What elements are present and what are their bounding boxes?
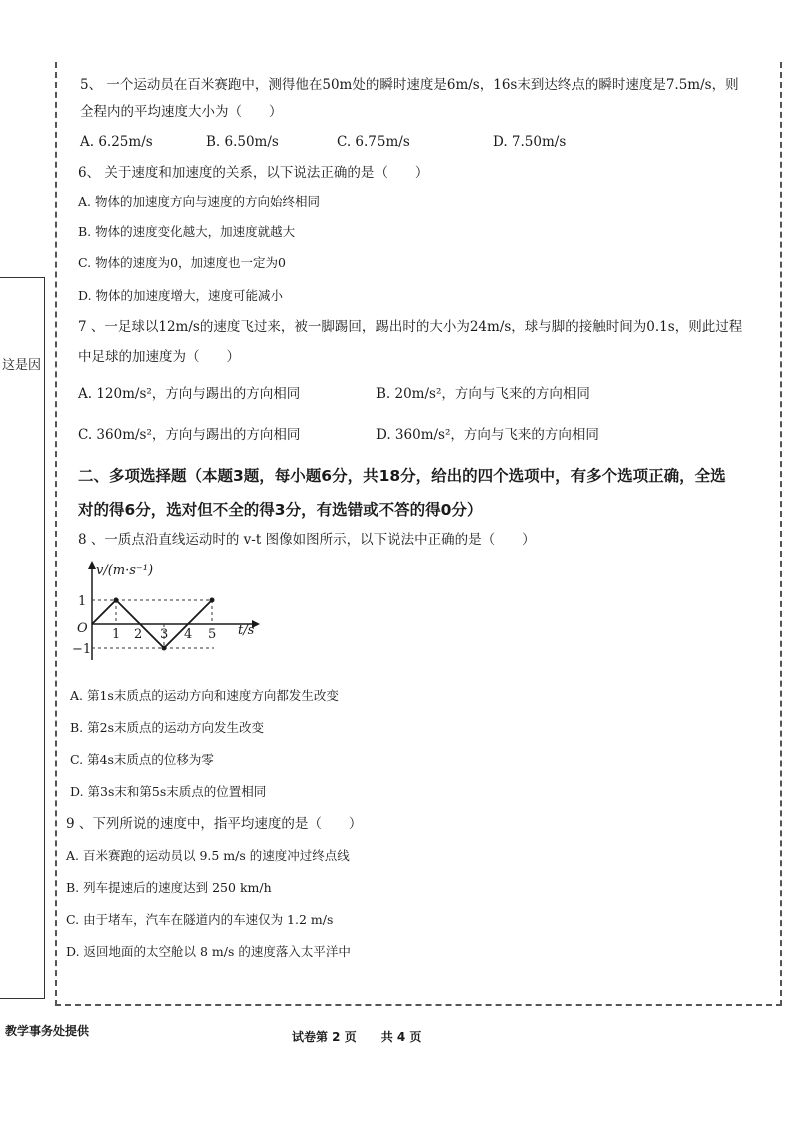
q8-stem: 8 、一质点沿直线运动时的 v-t 图像如图所示，以下说法中正确的是（ ）: [78, 532, 536, 548]
x-tick-5: 5: [208, 627, 217, 642]
q6-option-d: D. 物体的加速度增大，速度可能减小: [78, 288, 284, 303]
q8-option-a: A. 第1s末质点的运动方向和速度方向都发生改变: [70, 688, 339, 703]
q5-option-a: A. 6.25m/s: [80, 134, 153, 150]
vt-point-t1: [114, 598, 119, 603]
vt-point-t5: [210, 598, 215, 603]
x-tick-4: 4: [184, 627, 193, 642]
y-axis-arrow: [88, 561, 96, 569]
y-tick-1: 1: [78, 594, 87, 609]
y-axis-label: v/(m·s⁻¹): [96, 563, 154, 578]
q7-option-a: A. 120m/s²，方向与踢出的方向相同: [78, 386, 301, 402]
q5-option-d: D. 7.50m/s: [493, 134, 567, 150]
origin-label: O: [77, 621, 88, 636]
x-tick-1: 1: [112, 627, 121, 642]
q7-stem-line1: 7 、一足球以12m/s的速度飞过来，被一脚踢回，踢出时的大小为24m/s，球与脚的接触时间为0.1s，则此过程: [78, 319, 743, 335]
section2-heading-line1: 二、多项选择题（本题3题，每小题6分，共18分，给出的四个选项中，有多个选项正确，全选: [78, 467, 726, 485]
q9-option-a: A. 百米赛跑的运动员以 9.5 m/s 的速度冲过终点线: [66, 848, 350, 863]
x-tick-3: 3: [160, 627, 169, 642]
q7-option-b: B. 20m/s²，方向与飞来的方向相同: [376, 386, 590, 402]
q5-option-c: C. 6.75m/s: [337, 134, 410, 150]
q9-option-c: C. 由于堵车，汽车在隧道内的车速仅为 1.2 m/s: [66, 912, 334, 927]
q5-option-b: B. 6.50m/s: [206, 134, 279, 150]
vt-graph: [68, 556, 268, 664]
q7-option-c: C. 360m/s²，方向与踢出的方向相同: [78, 427, 301, 443]
vt-point-t3: [162, 646, 167, 651]
q6-stem: 6、 关于速度和加速度的关系，以下说法正确的是（ ）: [78, 165, 429, 181]
q8-option-b: B. 第2s末质点的运动方向发生改变: [70, 720, 265, 735]
footer-provider: 教学事务处提供: [5, 1024, 90, 1038]
q7-option-d: D. 360m/s²，方向与飞来的方向相同: [376, 427, 599, 443]
footer-page-number: 试卷第 2 页 共 4 页: [292, 1030, 422, 1044]
q7-stem-line2: 中足球的加速度为（ ）: [78, 349, 240, 365]
q6-option-a: A. 物体的加速度方向与速度的方向始终相同: [78, 194, 320, 209]
q9-option-d: D. 返回地面的太空舱以 8 m/s 的速度落入太平洋中: [66, 944, 351, 959]
section2-heading-line2: 对的得6分，选对但不全的得3分，有选错或不答的得0分）: [78, 501, 483, 519]
binding-margin-box: [0, 277, 45, 999]
q6-option-b: B. 物体的速度变化越大，加速度就越大: [78, 224, 296, 239]
q9-stem: 9 、下列所说的速度中，指平均速度的是（ ）: [66, 816, 363, 832]
q9-option-b: B. 列车提速后的速度达到 250 km/h: [66, 880, 272, 895]
q5-stem-line1: 5、 一个运动员在百米赛跑中，测得他在50m处的瞬时速度是6m/s，16s末到达终点的瞬时速度是7.5m/s，则: [80, 77, 739, 93]
q8-option-d: D. 第3s末和第5s末质点的位置相同: [70, 784, 267, 799]
x-tick-2: 2: [134, 627, 143, 642]
q6-option-c: C. 物体的速度为0，加速度也一定为0: [78, 255, 286, 270]
y-tick-minus1: −1: [72, 642, 92, 657]
q5-stem-line2: 全程内的平均速度大小为（ ）: [80, 104, 283, 120]
q8-option-c: C. 第4s末质点的位移为零: [70, 752, 214, 767]
x-axis-label: t/s: [238, 623, 255, 638]
side-note: 这是因: [2, 358, 42, 373]
